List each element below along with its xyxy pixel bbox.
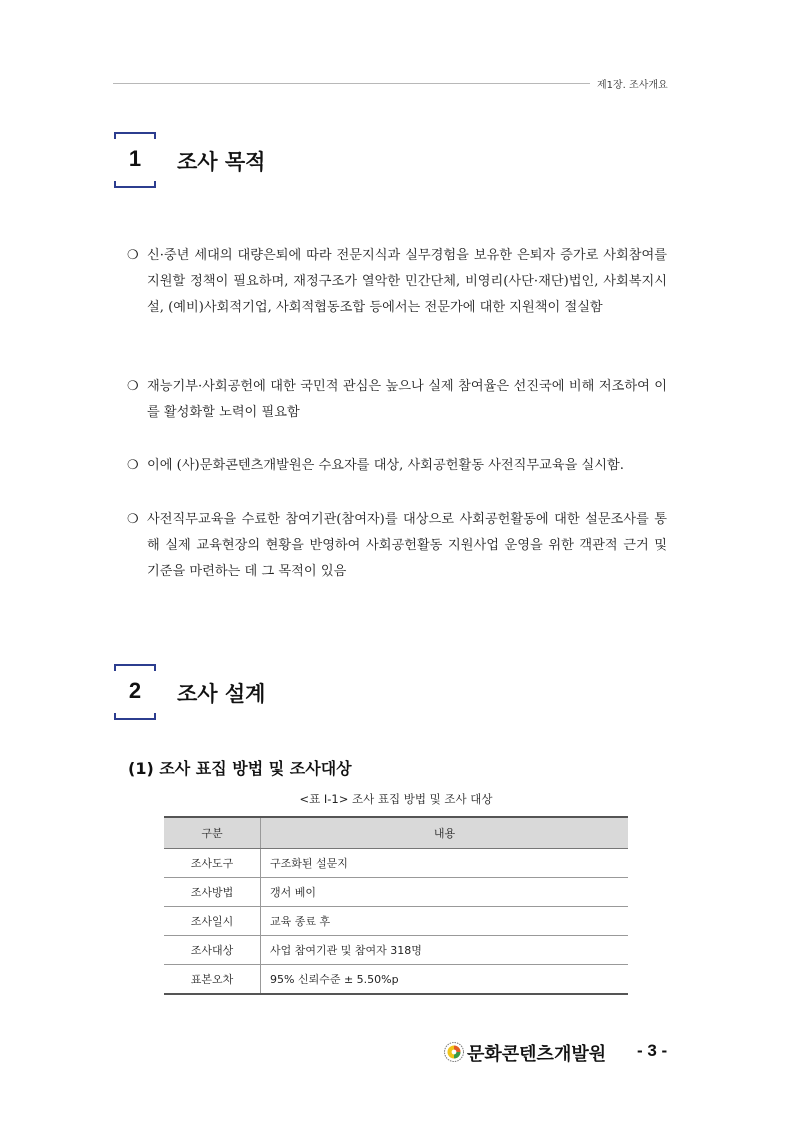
- bullet-marker: ❍: [127, 512, 139, 527]
- row-label: 조사대상: [164, 936, 261, 965]
- section-title: 조사 목적: [177, 150, 266, 174]
- table-row: [164, 849, 628, 878]
- bullet-item: [127, 507, 667, 585]
- row-label: 표본오차: [164, 965, 261, 995]
- bullet-marker: ❍: [127, 248, 139, 263]
- table-row: [164, 936, 628, 965]
- section-2-heading: [114, 664, 514, 720]
- bracket-bottom: [114, 181, 156, 188]
- bullet-text: 신·중년 세대의 대량은퇴에 따라 전문지식과 실무경험을 보유한 은퇴자 증가로 사회참여를 지원할 정책이 필요하며, 재정구조가 열악한 민간단체, 비영리(사단·재단)법인, 사회복지시설, (예비)사회적기업, 사회적협동조합 등에서는 전문가에 대한 지원책이 절실함: [147, 248, 667, 315]
- table-row: [164, 878, 628, 907]
- bullet-item: [127, 453, 667, 479]
- bracket-bottom: [114, 713, 156, 720]
- table-header-row: [164, 817, 628, 849]
- section-number: 1: [128, 146, 142, 171]
- subsection-title: (1) 조사 표집 방법 및 조사대상: [128, 759, 352, 778]
- row-value: 구조화된 설문지: [261, 849, 629, 878]
- chapter-header: 제1장. 조사개요: [597, 80, 668, 91]
- row-value: 교육 종료 후: [261, 907, 629, 936]
- bullet-item: [127, 374, 667, 426]
- header-rule: [113, 83, 590, 84]
- section-title: 조사 설계: [177, 682, 266, 706]
- table-caption: <표 Ⅰ-1> 조사 표집 방법 및 조사 대상: [299, 792, 493, 806]
- bracket-top: [114, 132, 156, 139]
- header-cell-content: 내용: [261, 817, 629, 849]
- row-value: 사업 참여기관 및 참여자 318명: [261, 936, 629, 965]
- bracket-top: [114, 664, 156, 671]
- survey-design-table: [164, 816, 628, 995]
- page-number: - 3 -: [637, 1041, 668, 1060]
- row-label: 조사방법: [164, 878, 261, 907]
- section-number: 2: [128, 678, 142, 703]
- section-1-heading: [114, 132, 514, 188]
- row-label: 조사도구: [164, 849, 261, 878]
- table-row: [164, 907, 628, 936]
- bullet-text: 이에 (사)문화콘텐츠개발원은 수요자를 대상, 사회공헌활동 사전직무교육을 실시함.: [147, 458, 624, 473]
- bullet-text: 재능기부·사회공헌에 대한 국민적 관심은 높으나 실제 참여율은 선진국에 비해 저조하여 이를 활성화할 노력이 필요함: [147, 379, 667, 420]
- org-name: 문화콘텐츠개발원: [467, 1044, 607, 1065]
- table-row: [164, 965, 628, 995]
- bullet-marker: ❍: [127, 379, 139, 394]
- bullet-marker: ❍: [127, 458, 139, 473]
- header-cell-category: 구분: [164, 817, 261, 849]
- org-logo-icon: [443, 1041, 465, 1063]
- bullet-item: [127, 243, 667, 321]
- row-value: 95% 신뢰수준 ± 5.50%p: [261, 965, 629, 995]
- row-value: 갱서 베이: [261, 878, 629, 907]
- bullet-text: 사전직무교육을 수료한 참여기관(참여자)를 대상으로 사회공헌활동에 대한 설문조사를 통해 실제 교육현장의 현황을 반영하여 사회공헌활동 지원사업 운영을 위한 객관적 근거 및 기준을 마련하는 데 그 목적이 있음: [147, 512, 667, 579]
- row-label: 조사일시: [164, 907, 261, 936]
